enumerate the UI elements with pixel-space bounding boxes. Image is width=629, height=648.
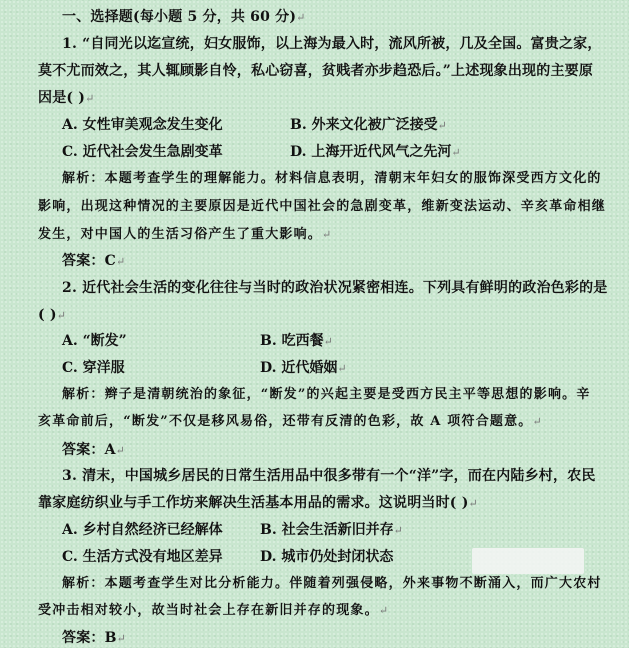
q2-stem-line1: 2. 近代社会生活的变化往往与当时的政治状况紧密相连。下列具有鲜明的政治色彩的是 (62, 280, 608, 296)
q3-option-c: C. 生活方式没有地区差异 (62, 549, 223, 565)
q1-option-c: C. 近代社会发生急剧变革 (62, 144, 223, 160)
q1-stem-line2: 莫不尤而效之，其人辄顾影自怜，私心窃喜，贫贱者亦步趋恐后。”上述现象出现的主要原 (38, 63, 594, 79)
q1-stem-line3: 因是( )↵ (38, 90, 95, 106)
q3-explanation-line1: 解析：本题考查学生对比分析能力。伴随着列强侵略，外来事物不断涌入，而广大农村 (62, 576, 602, 591)
q1-explanation-line3: 发生，对中国人的生活习俗产生了重大影响。↵ (38, 227, 333, 242)
q1-option-b: B. 外来文化被广泛接受↵ (290, 117, 447, 133)
q1-option-d: D. 上海开近代风气之先河↵ (290, 144, 461, 160)
q2-option-a: A. “断发” (62, 333, 127, 349)
q2-answer: 答案：A↵ (62, 442, 126, 458)
q1-explanation-line2: 影响，出现这种情况的主要原因是近代中国社会的急剧变革，维新变法运动、辛亥革命相继 (38, 199, 607, 214)
q1-stem-line1: 1. “自同光以迄宣统，妇女服饰，以上海为最入时，流风所被，几及全国。富贵之家， (62, 36, 602, 52)
q2-option-c: C. 穿洋服 (62, 360, 125, 376)
watermark-overlay (472, 548, 584, 574)
q3-explanation-line2: 受冲击相对较小，故当时社会上存在新旧并存的现象。↵ (38, 603, 390, 618)
q2-explanation-line2: 亥革命前后，“断发”不仅是移风易俗，还带有反清的色彩，故 A 项符合题意。↵ (38, 414, 543, 429)
q2-option-d: D. 近代婚姻↵ (260, 360, 347, 376)
q3-option-d: D. 城市仍处封闭状态 (260, 549, 394, 565)
q1-option-a: A. 女性审美观念发生变化 (62, 117, 223, 133)
q3-option-b: B. 社会生活新旧并存↵ (260, 522, 403, 538)
q1-answer: 答案：C↵ (62, 253, 126, 269)
q2-explanation-line1: 解析：辫子是清朝统治的象征，“断发”的兴起主要是受西方民主平等思想的影响。辛 (62, 387, 591, 402)
q1-explanation-line1: 解析：本题考查学生的理解能力。材料信息表明，清朝末年妇女的服饰深受西方文化的 (62, 171, 602, 186)
q3-answer: 答案：B↵ (62, 630, 127, 646)
q3-stem-line1: 3. 清末，中国城乡居民的日常生活用品中很多带有一个“洋”字，而在内陆乡村，农民 (62, 468, 596, 484)
q3-option-a: A. 乡村自然经济已经解体 (62, 522, 223, 538)
section-title: 一、选择题(每小题 5 分，共 60 分)↵ (62, 9, 306, 25)
q2-stem-line2: ( )↵ (38, 307, 67, 323)
q3-stem-line2: 靠家庭纺织业与手工作坊来解决生活基本用品的需求。这说明当时( )↵ (38, 495, 478, 511)
q2-option-b: B. 吃西餐↵ (260, 333, 333, 349)
